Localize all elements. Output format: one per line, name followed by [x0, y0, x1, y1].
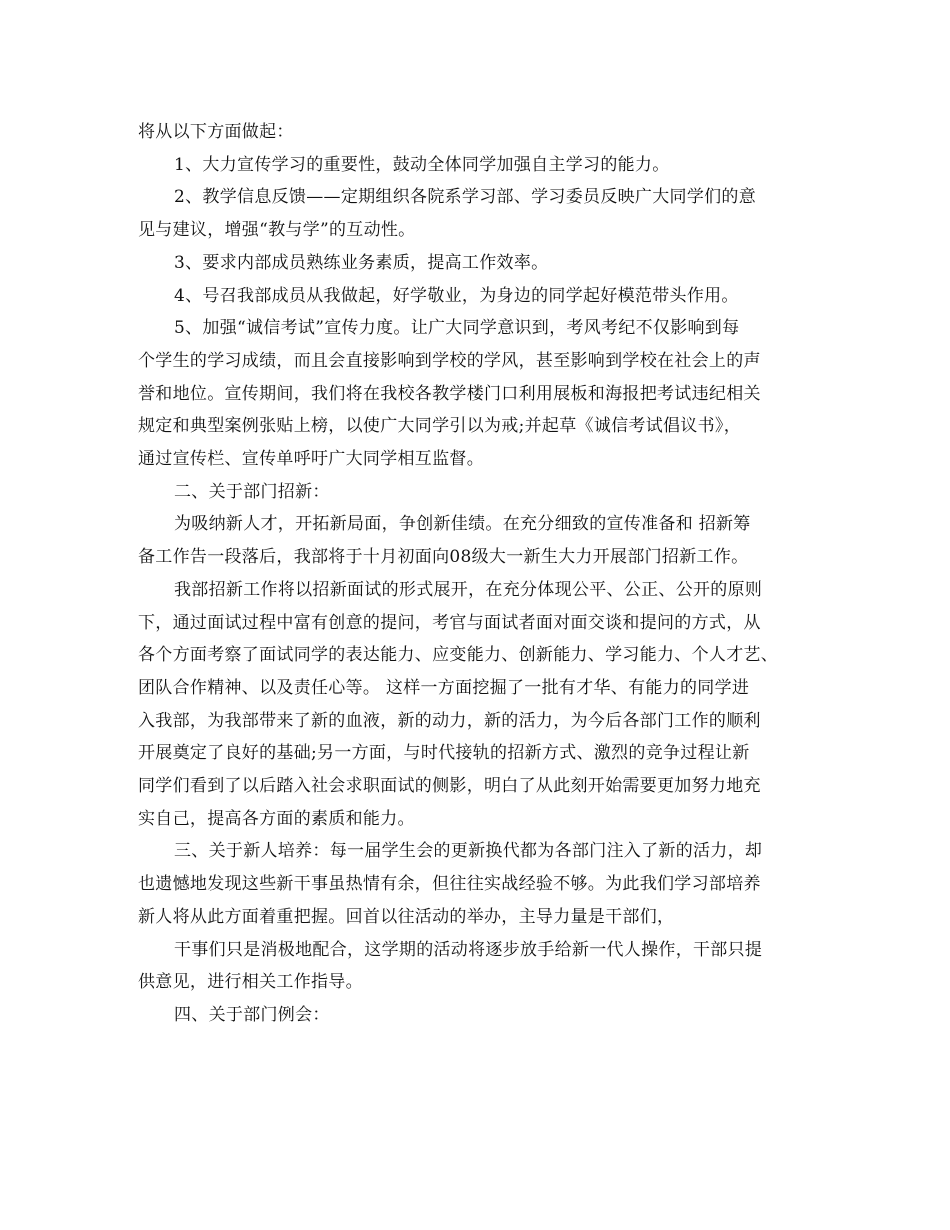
- text-line: 为吸纳新人才，开拓新局面，争创新佳绩。在充分细致的宣传准备和 招新筹: [174, 514, 751, 535]
- text-line: 实自己，提高各方面的素质和能力。: [138, 808, 415, 829]
- text-line: 供意见，进行相关工作指导。: [138, 972, 363, 993]
- text-line: 四、关于部门例会：: [174, 1004, 330, 1025]
- paragraph: [138, 934, 818, 999]
- text-line: 下，通过面试过程中富有创意的提问，考官与面试者面对面交谈和提问的方式，从: [138, 612, 761, 633]
- text-line: 备工作告一段落后，我部将于十月初面向08级大一新生大力开展部门招新工作。: [138, 547, 749, 568]
- text-line: 我部招新工作将以招新面试的形式展开，在充分体现公平、公正、公开的原则: [174, 579, 763, 600]
- paragraph: [138, 247, 818, 280]
- text-line: 各个方面考察了面试同学的表达能力、应变能力、创新能力、学习能力、个人才艺、: [138, 645, 779, 666]
- text-line: 见与建议，增强“教与学”的互动性。: [138, 220, 416, 241]
- text-line: 2、教学信息反馈——定期组织各院系学习部、学习委员反映广大同学们的意: [174, 187, 757, 208]
- text-line: 誉和地位。宣传期间，我们将在我校各教学楼门口利用展板和海报把考试违纪相关: [138, 383, 761, 404]
- text-line: 二、关于部门招新：: [174, 481, 330, 502]
- paragraph: [138, 181, 818, 246]
- paragraph: [138, 999, 818, 1032]
- text-line: 也遗憾地发现这些新干事虽热情有余，但往往实战经验不够。为此我们学习部培养: [138, 874, 761, 895]
- paragraph: [138, 476, 818, 509]
- text-line: 规定和典型案例张贴上榜，以使广大同学引以为戒;并起草《诚信考试倡议书》，: [138, 416, 742, 437]
- text-line: 团队合作精神、以及责任心等。 这样一方面挖掘了一批有才华、有能力的同学进: [138, 677, 750, 698]
- text-line: 4、号召我部成员从我做起，好学敬业，为身边的同学起好模范带头作用。: [174, 285, 739, 306]
- text-line: 5、加强“诚信考试”宣传力度。让广大同学意识到，考风考纪不仅影响到每: [174, 318, 740, 339]
- paragraph: [138, 508, 818, 573]
- document-body: [138, 116, 818, 1032]
- paragraph: [138, 312, 818, 476]
- paragraph: [138, 835, 818, 933]
- text-line: 3、要求内部成员熟练业务素质，提高工作效率。: [174, 252, 549, 273]
- paragraph: [138, 574, 818, 836]
- paragraph: [138, 280, 818, 313]
- text-line: 新人将从此方面着重把握。回首以往活动的举办，主导力量是干部们，: [138, 906, 675, 927]
- text-line: 通过宣传栏、宣传单呼吁广大同学相互监督。: [138, 449, 484, 470]
- text-line: 入我部，为我部带来了新的血液，新的动力，新的活力，为今后各部门工作的顺利: [138, 710, 761, 731]
- text-line: 干事们只是消极地配合，这学期的活动将逐步放手给新一代人操作，干部只提: [174, 939, 763, 960]
- text-line: 将从以下方面做起：: [138, 122, 294, 142]
- text-line: 同学们看到了以后踏入社会求职面试的侧影，明白了从此刻开始需要更加努力地充: [138, 776, 761, 797]
- paragraph: [138, 116, 818, 149]
- document-page: [138, 116, 818, 1032]
- text-line: 1、大力宣传学习的重要性，鼓动全体同学加强自主学习的能力。: [174, 154, 670, 175]
- text-line: 开展奠定了良好的基础;另一方面，与时代接轨的招新方式、激烈的竞争过程让新: [138, 743, 750, 764]
- paragraph: [138, 149, 818, 182]
- text-line: 个学生的学习成绩，而且会直接影响到学校的学风，甚至影响到学校在社会上的声: [138, 350, 761, 371]
- text-line: 三、关于新人培养：每一届学生会的更新换代都为各部门注入了新的活力，却: [174, 841, 763, 862]
